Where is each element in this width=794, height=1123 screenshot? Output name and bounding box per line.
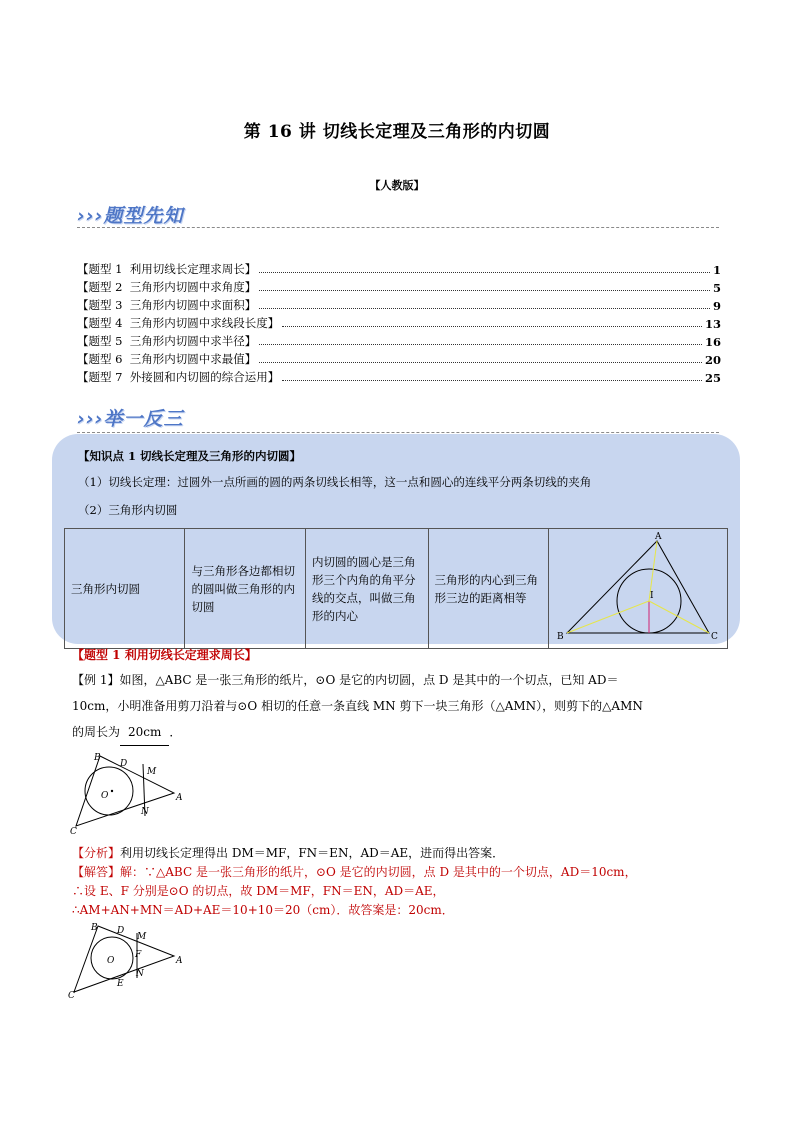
svg-text:C: C	[70, 827, 77, 836]
svg-text:B: B	[94, 753, 101, 763]
divider	[77, 432, 719, 433]
section-heading: 【题型 1 利用切线长定理求周长】	[72, 648, 257, 662]
table-cell-figure	[549, 529, 728, 649]
vertex-label-a: A	[655, 532, 662, 542]
table-of-contents	[77, 259, 721, 385]
solution: 【解答】解：∵△ABC 是一张三角形的纸片，⊙O 是它的内切圆，点 D 是其中的一个切点，AD＝10cm， ∴设 E、F 分别是⊙O 的切点，故 DM＝MF，FN＝EN，AD＝AE， ∴AM+AN+MN＝AD+AE＝10+10＝20（cm）．故答案是：20cm．	[72, 865, 637, 917]
toc-item[interactable]: 【题型 6 三角形内切圆中求最值】 20	[77, 352, 721, 367]
toc-item[interactable]: 【题型 4 三角形内切圆中求线段长度】 13	[77, 316, 721, 331]
svg-text:F: F	[135, 950, 142, 960]
table-cell: 三角形的内心到三角形三边的距离相等	[428, 529, 549, 649]
section-banner-practice: ›››举一反三	[77, 408, 184, 430]
toc-item[interactable]: 【题型 3 三角形内切圆中求面积】 9	[77, 298, 721, 313]
example-tag: 【例 1】	[72, 673, 120, 687]
example-figure	[68, 750, 188, 836]
section-banner-types: ›››题型先知	[77, 205, 184, 227]
svg-text:D: D	[120, 759, 128, 769]
knowledge-heading: 【知识点 1 切线长定理及三角形的内切圆】	[78, 449, 302, 463]
svg-text:C: C	[68, 991, 75, 1000]
svg-text:N: N	[141, 807, 149, 817]
knowledge-table	[64, 528, 728, 649]
toc-item[interactable]: 【题型 1 利用切线长定理求周长】 1	[77, 262, 721, 277]
toc-item[interactable]: 【题型 5 三角形内切圆中求半径】 16	[77, 334, 721, 349]
arrows-icon: ›››	[77, 408, 104, 430]
answer-blank: 20cm	[120, 719, 169, 746]
solution-tag: 【解答】	[72, 865, 121, 879]
incenter-label: I	[650, 591, 654, 601]
knowledge-item-1: （1）切线长定理：过圆外一点所画的圆的两条切线长相等，这一点和圆心的连线平分两条切线的夹角	[78, 475, 592, 489]
analysis-tag: 【分析】	[72, 846, 121, 860]
table-cell: 内切圆的圆心是三角形三个内角的角平分线的交点，叫做三角形的内心	[305, 529, 428, 649]
svg-text:N: N	[136, 969, 144, 979]
svg-text:A: A	[176, 956, 183, 966]
example-text: 【例 1】如图，△ABC 是一张三角形的纸片，⊙O 是它的内切圆，点 D 是其中的一个切点，已知 AD＝ 10cm，小明准备用剪刀沿着与⊙O 相切的任意一条直线 MN 剪下一块三角形（△AMN），则剪下的△AMN 的周长为 20cm ．	[72, 667, 732, 746]
divider	[77, 227, 719, 228]
svg-text:O: O	[107, 956, 115, 966]
incircle-diagram	[549, 529, 727, 643]
svg-text:B: B	[91, 923, 98, 933]
svg-text:D: D	[117, 926, 125, 936]
svg-text:O: O	[101, 791, 109, 801]
solution-figure	[66, 920, 186, 1000]
toc-item[interactable]: 【题型 7 外接圆和内切圆的综合运用】 25	[77, 370, 721, 385]
vertex-label-c: C	[711, 632, 718, 642]
vertex-label-b: B	[557, 632, 564, 642]
svg-text:E: E	[117, 979, 124, 989]
knowledge-item-2: （2）三角形内切圆	[78, 503, 178, 517]
page-title: 第 16 讲 切线长定理及三角形的内切圆	[243, 122, 551, 142]
svg-text:M: M	[137, 932, 147, 942]
analysis: 【分析】利用切线长定理得出 DM＝MF，FN＝EN，AD＝AE，进而得出答案．	[72, 846, 505, 860]
svg-text:M: M	[147, 767, 157, 777]
arrows-icon: ›››	[77, 205, 104, 227]
svg-text:A: A	[176, 793, 183, 803]
table-cell: 与三角形各边都相切的圆叫做三角形的内切圆	[185, 529, 305, 649]
table-cell: 三角形内切圆	[65, 529, 185, 649]
toc-item[interactable]: 【题型 2 三角形内切圆中求角度】 5	[77, 280, 721, 295]
edition-label: 【人教版】	[369, 179, 425, 192]
